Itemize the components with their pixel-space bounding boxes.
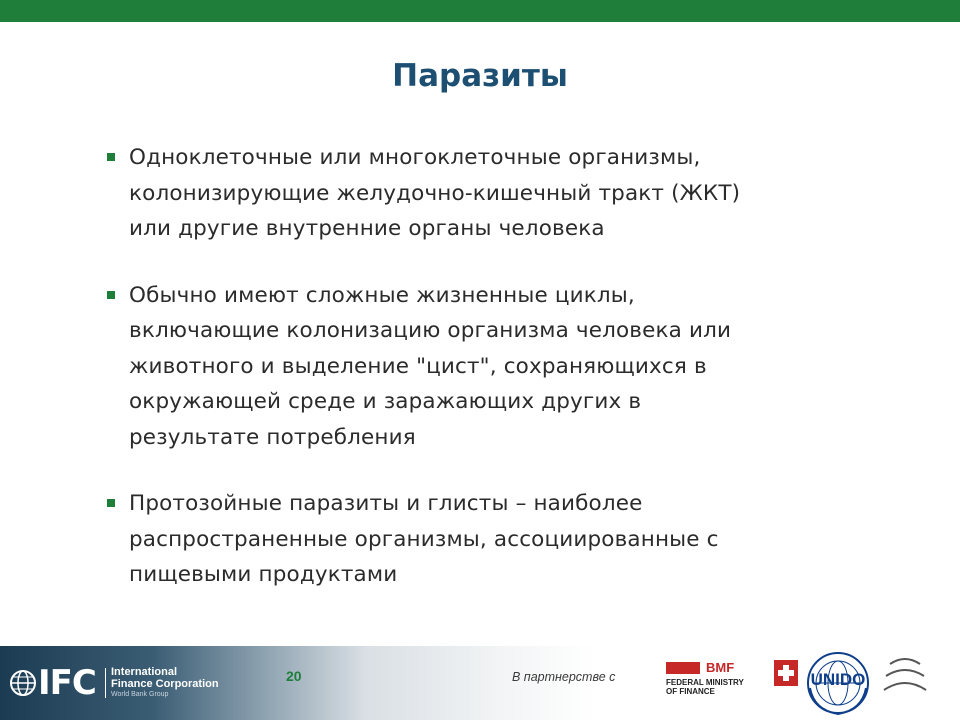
bullet-text: Одноклеточные или многоклеточные организмы, колонизирующие желудочно-кишечный тракт (ЖКТ) или другие внутренние органы человека: [129, 145, 741, 241]
swiss-crest-icon: [772, 658, 800, 688]
bmf-flag-icon: [666, 662, 700, 674]
globe-icon: [10, 670, 36, 696]
bmf-subtitle: FEDERAL MINISTRY OF FINANCE: [666, 678, 744, 696]
ifc-subtitle: World Bank Group: [111, 691, 169, 698]
bmf-wordmark: BMF: [706, 660, 735, 675]
ifc-full-name: International Finance Corporation: [111, 666, 219, 690]
bullet-text: Протозойные паразиты и глисты – наиболее распространенные организмы, ассоциированные с пищевыми продуктами: [129, 491, 719, 587]
unido-logo: [802, 648, 874, 718]
partners-label: В партнерстве с: [512, 670, 616, 684]
ifc-logo: [10, 664, 220, 702]
logo-divider: [105, 668, 106, 698]
bullet-list: [104, 140, 844, 624]
slide-title: Паразиты: [392, 58, 568, 94]
bullet-item: [104, 486, 844, 593]
bullet-item: [104, 278, 844, 456]
ifc-wordmark: IFC: [38, 663, 96, 703]
square-bullet-icon: [107, 153, 115, 161]
square-bullet-icon: [107, 499, 115, 507]
square-bullet-icon: [107, 291, 115, 299]
bullet-text: Обычно имеют сложные жизненные циклы, включающие колонизацию организма человека или животного и выделение "цист", сохраняющихся в окружающей среде и заражающих других в результате потребления: [129, 282, 732, 450]
bullet-item: [104, 140, 844, 247]
page-number: 20: [286, 668, 302, 684]
bmf-logo: [666, 660, 770, 702]
top-accent-bar: [0, 0, 960, 22]
partner-emblem-icon: [880, 654, 930, 704]
unido-wordmark: UNIDO: [810, 670, 866, 689]
